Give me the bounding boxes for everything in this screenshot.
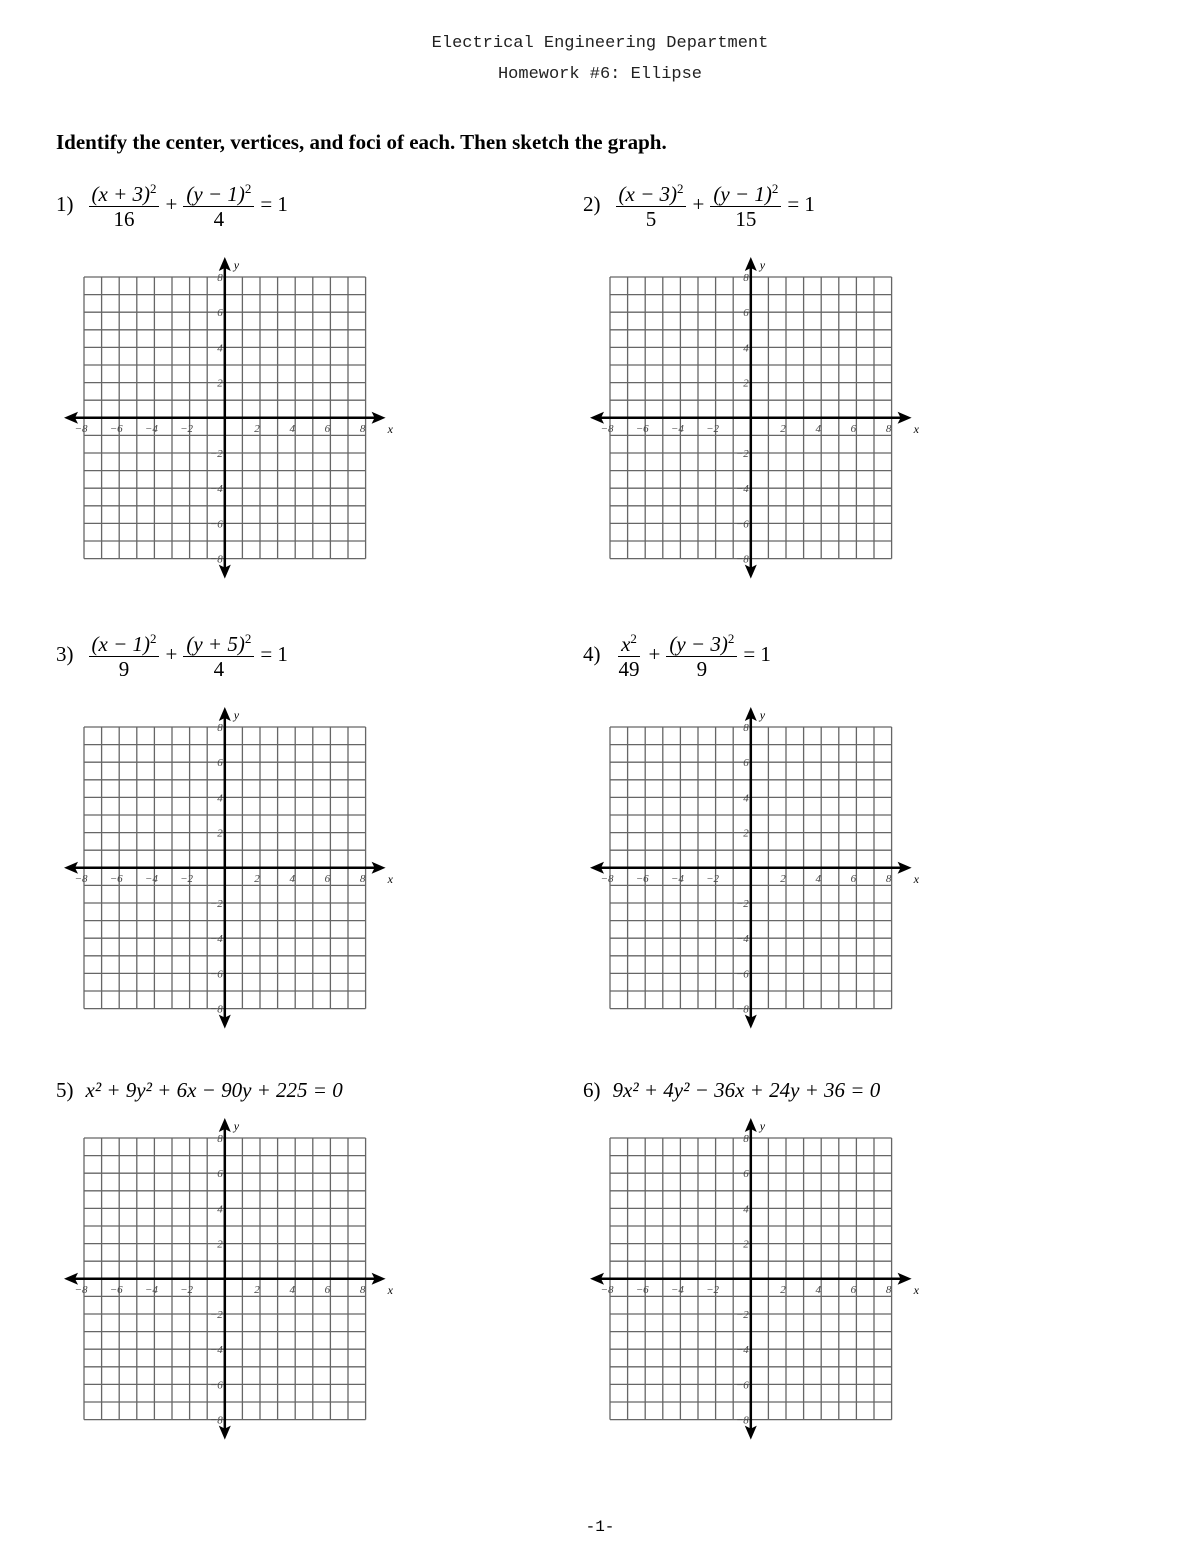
y-tick-label: −2: [735, 898, 749, 910]
y-tick-label: 2: [217, 377, 223, 390]
y-tick-label: 2: [743, 1238, 749, 1251]
fraction-term-1: $\frac{x^2}{49}$: [616, 628, 643, 680]
x-tick-label: 4: [289, 872, 295, 885]
x-tick-label: 6: [324, 872, 331, 885]
problem-number: 1): [56, 191, 74, 216]
x-tick-label: 6: [850, 872, 857, 885]
equation-5: [56, 1078, 343, 1103]
y-tick-label: 6: [743, 757, 749, 770]
plus-operator: +: [692, 191, 705, 216]
y-tick-label: −6: [209, 518, 223, 531]
y-tick-label: 8: [217, 1133, 223, 1145]
x-tick-label: 8: [885, 422, 892, 435]
x-axis-label: x: [387, 1282, 393, 1297]
y-tick-label: −8: [735, 553, 749, 566]
denominator: 9: [696, 657, 708, 681]
x-axis-label: x: [387, 421, 393, 436]
y-tick-label: 8: [217, 722, 223, 734]
x-tick-label: −2: [706, 1283, 720, 1296]
y-axis-label: y: [233, 708, 240, 722]
x-tick-label: 2: [254, 872, 260, 885]
y-tick-label: −6: [735, 1379, 749, 1392]
numerator: (x − 3): [618, 182, 677, 206]
x-tick-label: −8: [74, 1283, 88, 1296]
denominator: 16: [113, 207, 135, 231]
y-tick-label: −4: [735, 933, 749, 946]
x-tick-label: −2: [180, 1283, 194, 1296]
x-tick-label: −8: [600, 1283, 614, 1296]
equation-6: [583, 1078, 880, 1103]
x-tick-label: −4: [670, 872, 684, 885]
x-tick-label: −8: [600, 872, 614, 885]
x-tick-label: −4: [144, 1283, 158, 1296]
problem-number: 5): [56, 1078, 74, 1102]
x-tick-label: −6: [109, 872, 123, 885]
y-tick-label: 4: [217, 342, 223, 355]
y-tick-label: 6: [743, 307, 749, 320]
y-tick-label: 6: [217, 757, 223, 770]
coordinate-grid-1: [55, 253, 400, 586]
x-axis-label: x: [913, 421, 919, 436]
fraction-term-2: $\frac{(y - 3)^2}{9}$: [666, 628, 737, 680]
y-tick-label: −2: [209, 898, 223, 910]
equals-one: = 1: [787, 191, 815, 216]
x-tick-label: 2: [780, 1283, 786, 1296]
y-tick-label: −4: [209, 933, 223, 946]
y-axis-label: y: [759, 708, 766, 722]
y-tick-label: 2: [217, 1238, 223, 1251]
y-tick-label: −8: [209, 553, 223, 566]
x-tick-label: 2: [780, 422, 786, 435]
fraction-term-1: $\frac{(x - 1)^2}{9}$: [89, 628, 160, 680]
x-tick-label: −2: [180, 422, 194, 435]
equals-one: = 1: [260, 191, 288, 216]
denominator: 9: [118, 657, 130, 681]
denominator: 5: [645, 207, 657, 231]
x-tick-label: −8: [600, 422, 614, 435]
denominator: 15: [735, 207, 757, 231]
x-tick-label: 6: [324, 1283, 331, 1296]
x-tick-label: −2: [706, 422, 720, 435]
y-tick-label: 8: [743, 1133, 749, 1145]
y-tick-label: 6: [217, 307, 223, 320]
y-tick-label: −2: [209, 1309, 223, 1321]
y-tick-label: −6: [209, 968, 223, 981]
y-axis-label: y: [233, 1119, 240, 1133]
x-tick-label: 4: [815, 1283, 821, 1296]
y-tick-label: −4: [209, 1344, 223, 1357]
y-tick-label: −2: [735, 1309, 749, 1321]
problem-number: 3): [56, 641, 74, 666]
x-tick-label: −6: [109, 1283, 123, 1296]
x-tick-label: 2: [780, 872, 786, 885]
problem-number: 4): [583, 641, 601, 666]
numerator: (x + 3): [91, 182, 150, 206]
general-equation: 9x² + 4y² − 36x + 24y + 36 = 0: [612, 1078, 881, 1102]
x-tick-label: 6: [850, 422, 857, 435]
denominator: 49: [618, 657, 640, 681]
coordinate-grid-4: [581, 703, 926, 1036]
coordinate-grid-5: [55, 1114, 400, 1447]
x-tick-label: 2: [254, 422, 260, 435]
y-tick-label: 2: [743, 377, 749, 390]
y-tick-label: 8: [743, 272, 749, 284]
x-tick-label: 8: [359, 422, 366, 435]
fraction-term-1: $\frac{(x - 3)^2}{5}$: [616, 178, 687, 230]
x-tick-label: −6: [635, 872, 649, 885]
x-tick-label: 4: [815, 422, 821, 435]
fraction-term-2: $\frac{(y - 1)^2}{4}$: [183, 178, 254, 230]
x-tick-label: 6: [850, 1283, 857, 1296]
x-tick-label: −8: [74, 872, 88, 885]
plus-operator: +: [165, 191, 178, 216]
equals-one: = 1: [743, 641, 771, 666]
coordinate-grid-2: [581, 253, 926, 586]
x-axis-label: x: [913, 1282, 919, 1297]
x-tick-label: 8: [359, 1283, 366, 1296]
x-tick-label: 2: [254, 1283, 260, 1296]
x-axis-label: x: [913, 871, 919, 886]
x-tick-label: 4: [289, 1283, 295, 1296]
x-tick-label: −2: [180, 872, 194, 885]
y-tick-label: −8: [209, 1003, 223, 1016]
x-tick-label: −4: [670, 422, 684, 435]
y-tick-label: 8: [217, 272, 223, 284]
instructions: Identify the center, vertices, and foci of each. Then sketch the graph.: [56, 130, 667, 154]
y-tick-label: −8: [735, 1414, 749, 1427]
y-axis-label: y: [759, 258, 766, 272]
numerator: (y − 1): [186, 182, 245, 206]
y-tick-label: 6: [217, 1168, 223, 1181]
general-equation: x² + 9y² + 6x − 90y + 225 = 0: [85, 1078, 343, 1102]
numerator: (x − 1): [91, 632, 150, 656]
y-tick-label: −2: [735, 448, 749, 460]
y-tick-label: 6: [743, 1168, 749, 1181]
x-tick-label: 4: [289, 422, 295, 435]
y-tick-label: 8: [743, 722, 749, 734]
x-tick-label: −4: [144, 422, 158, 435]
equals-one: = 1: [260, 641, 288, 666]
x-tick-label: 8: [885, 1283, 892, 1296]
y-tick-label: 4: [743, 1203, 749, 1216]
y-tick-label: −6: [209, 1379, 223, 1392]
y-tick-label: 4: [217, 792, 223, 805]
y-tick-label: 4: [217, 1203, 223, 1216]
numerator: (y + 5): [186, 632, 245, 656]
x-tick-label: 8: [359, 872, 366, 885]
y-tick-label: −2: [209, 448, 223, 460]
denominator: 4: [213, 657, 225, 681]
x-tick-label: −4: [670, 1283, 684, 1296]
x-tick-label: −6: [635, 422, 649, 435]
plus-operator: +: [165, 641, 178, 666]
y-axis-label: y: [759, 1119, 766, 1133]
x-tick-label: 4: [815, 872, 821, 885]
problem-number: 6): [583, 1078, 601, 1102]
fraction-term-1: $\frac{(x + 3)^2}{16}$: [89, 178, 160, 230]
y-tick-label: −8: [209, 1414, 223, 1427]
numerator: (y − 1): [713, 182, 772, 206]
y-tick-label: 4: [743, 342, 749, 355]
denominator: 4: [213, 207, 225, 231]
y-axis-label: y: [233, 258, 240, 272]
equation-3: [56, 628, 291, 680]
x-tick-label: −4: [144, 872, 158, 885]
numerator: (y − 3): [669, 632, 728, 656]
y-tick-label: −4: [735, 483, 749, 496]
plus-operator: +: [648, 641, 661, 666]
y-tick-label: −6: [735, 518, 749, 531]
y-tick-label: −6: [735, 968, 749, 981]
x-tick-label: −6: [109, 422, 123, 435]
x-tick-label: 8: [885, 872, 892, 885]
x-tick-label: −6: [635, 1283, 649, 1296]
equation-1: [56, 178, 291, 230]
x-tick-label: −2: [706, 872, 720, 885]
x-axis-label: x: [387, 871, 393, 886]
y-tick-label: −4: [735, 1344, 749, 1357]
coordinate-grid-6: [581, 1114, 926, 1447]
y-tick-label: −4: [209, 483, 223, 496]
page-number: -1-: [585, 1518, 615, 1536]
x-tick-label: 6: [324, 422, 331, 435]
header-assignment-title: Homework #6: Ellipse: [497, 65, 703, 84]
y-tick-label: −8: [735, 1003, 749, 1016]
y-tick-label: 2: [217, 827, 223, 840]
y-tick-label: 2: [743, 827, 749, 840]
equation-4: [583, 628, 774, 680]
x-tick-label: −8: [74, 422, 88, 435]
fraction-term-2: $\frac{(y - 1)^2}{15}$: [710, 178, 781, 230]
numerator: x: [621, 632, 631, 656]
y-tick-label: 4: [743, 792, 749, 805]
fraction-term-2: $\frac{(y + 5)^2}{4}$: [183, 628, 254, 680]
header-department: Electrical Engineering Department: [431, 34, 769, 53]
coordinate-grid-3: [55, 703, 400, 1036]
problem-number: 2): [583, 191, 601, 216]
equation-2: [583, 178, 818, 230]
